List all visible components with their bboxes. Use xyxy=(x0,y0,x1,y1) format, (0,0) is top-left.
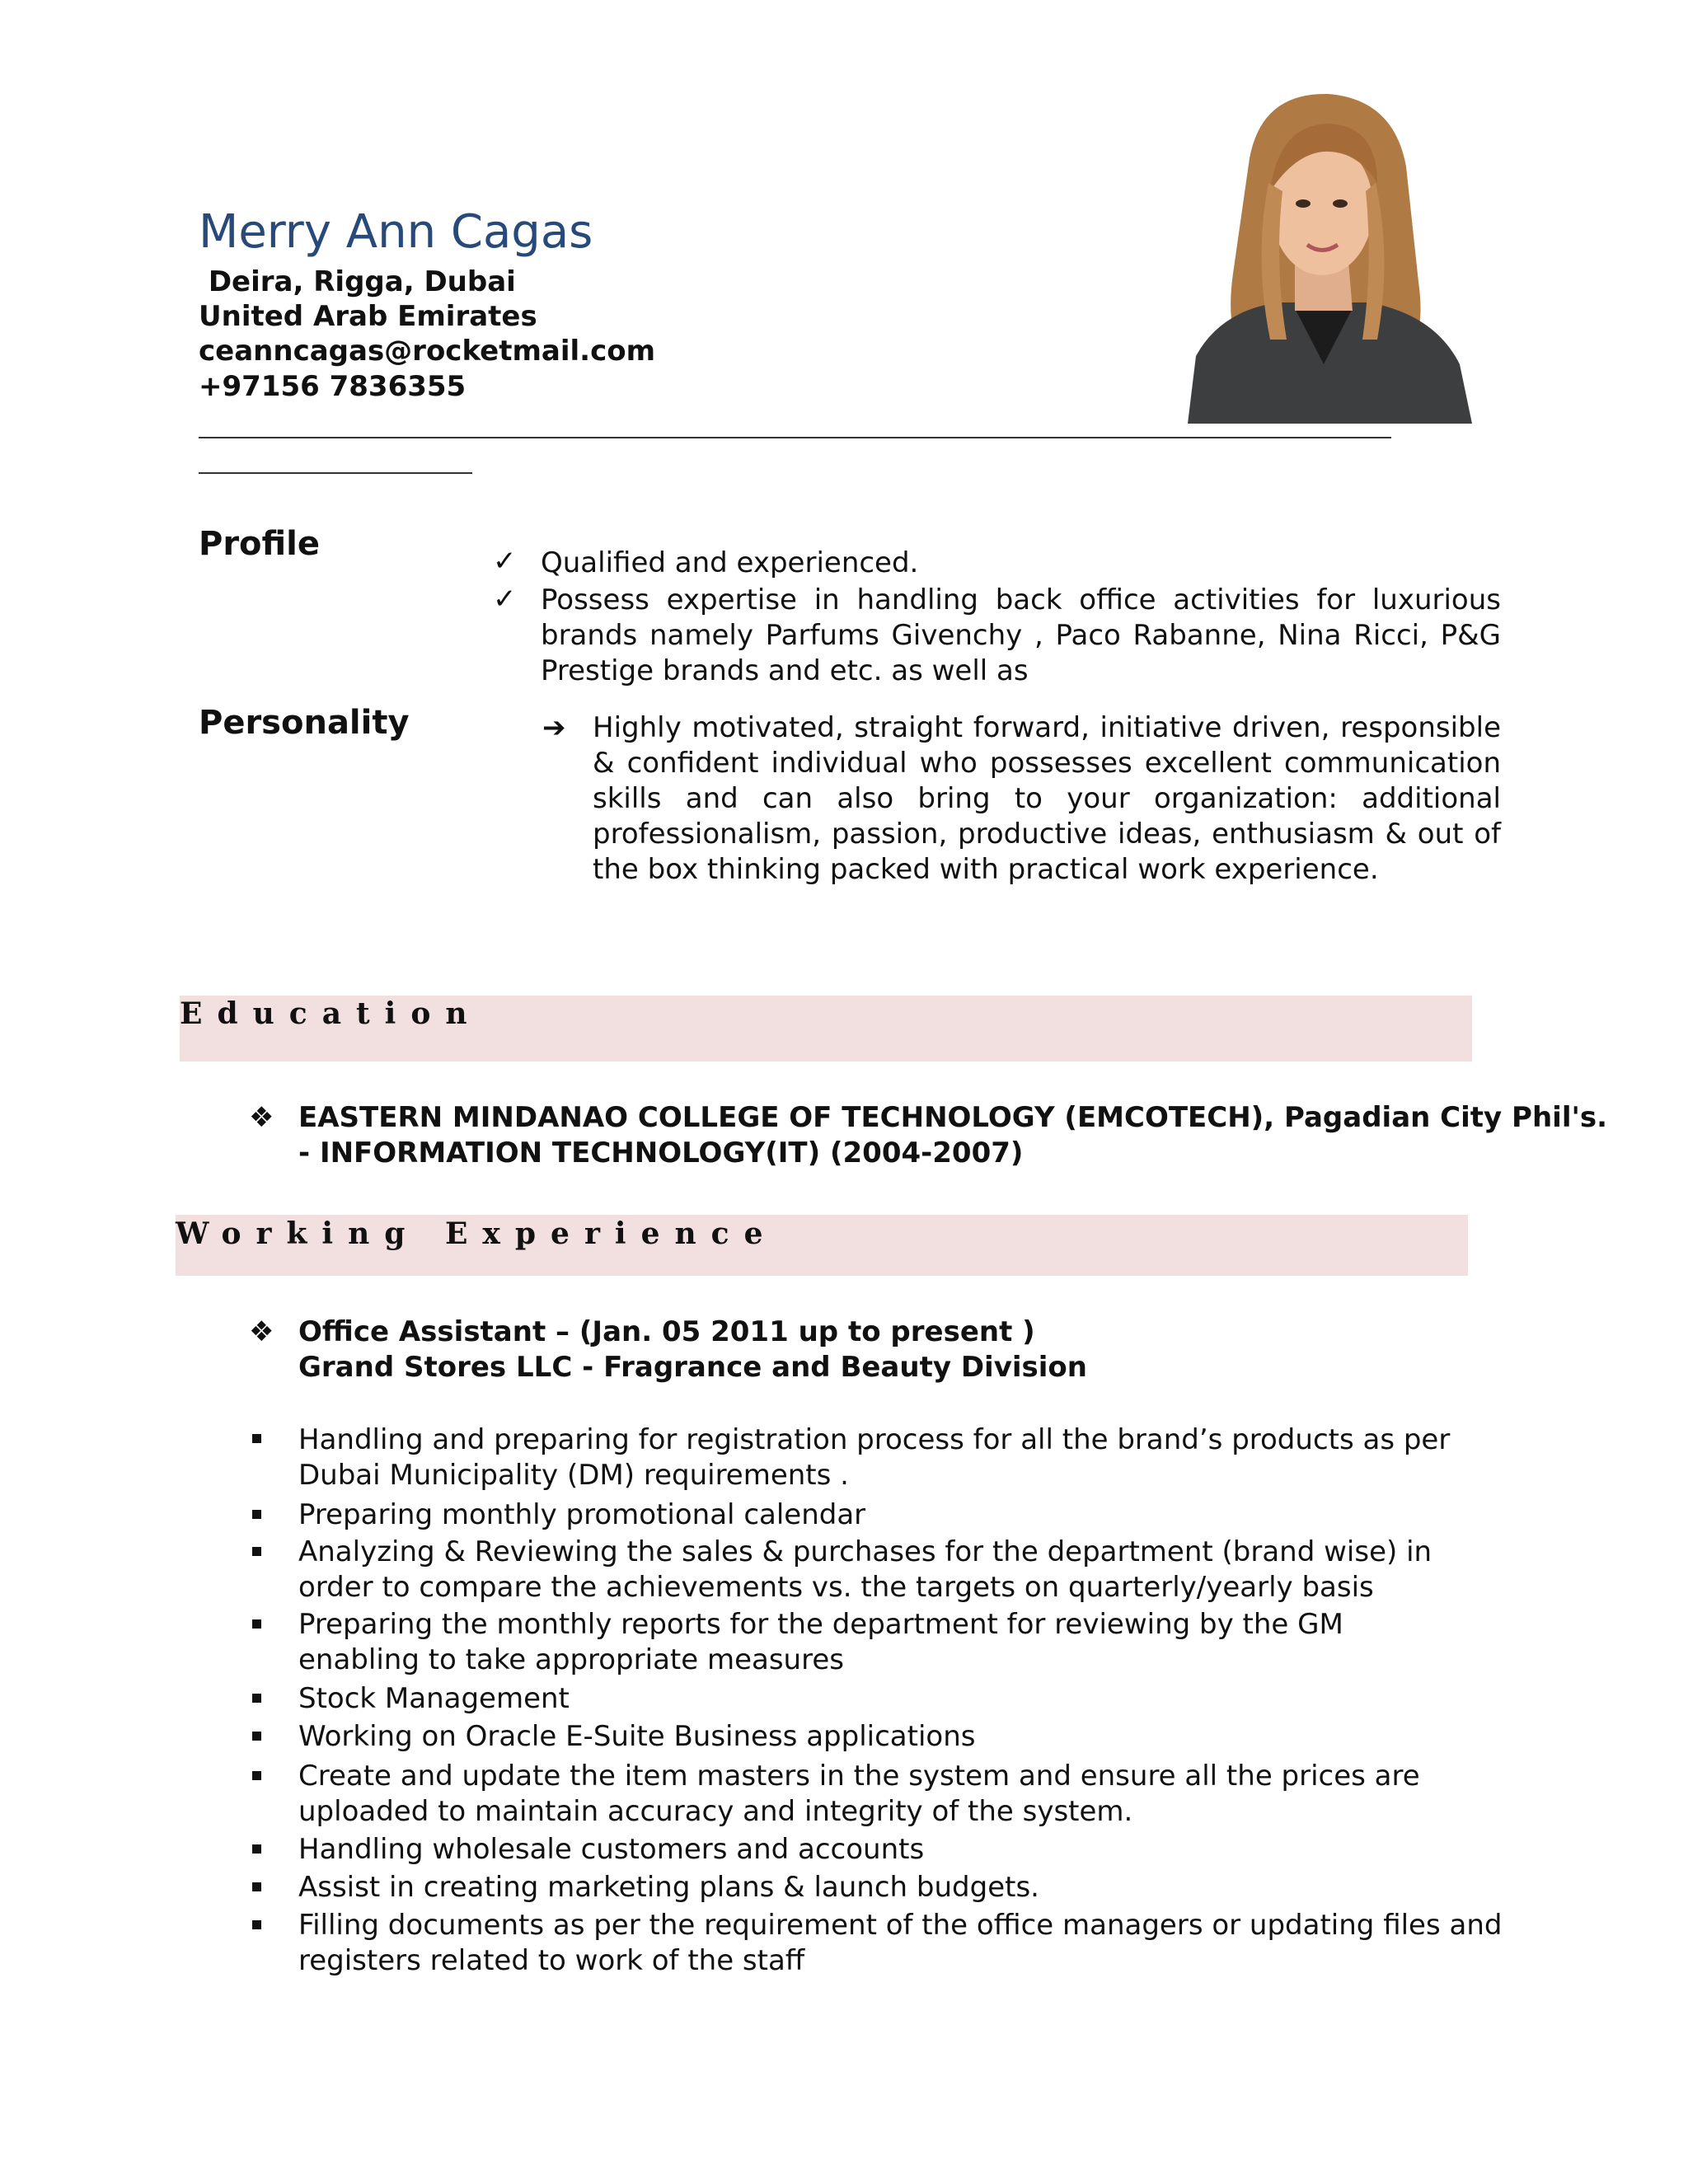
address-line-2: United Arab Emirates xyxy=(199,300,537,333)
diamond-bullet-icon: ❖ xyxy=(249,1315,274,1348)
job-position: Office Assistant – (Jan. 05 2011 up to present ) xyxy=(298,1315,1035,1348)
duty-item: Handling wholesale customers and accounts xyxy=(298,1833,925,1866)
duty-item-cont: uploaded to maintain accuracy and integrity of the system. xyxy=(298,1795,1133,1828)
education-degree: - INFORMATION TECHNOLOGY(IT) (2004-2007) xyxy=(298,1137,1024,1169)
phone-number: +97156 7836355 xyxy=(199,370,467,403)
profile-label: Profile xyxy=(199,525,321,563)
duty-item-cont: registers related to work of the staff xyxy=(298,1944,805,1977)
arrow-right-icon: ➔ xyxy=(542,711,566,744)
education-heading: Education xyxy=(180,996,482,1031)
duty-item: Preparing monthly promotional calendar xyxy=(298,1498,866,1531)
square-bullet-icon xyxy=(252,1882,261,1891)
duty-item: Assist in creating marketing plans & launch budgets. xyxy=(298,1871,1039,1904)
duty-item-cont: order to compare the achievements vs. the targets on quarterly/yearly basis xyxy=(298,1571,1374,1604)
duty-item: Filling documents as per the requirement of the office managers or updating files and xyxy=(298,1909,1503,1942)
square-bullet-icon xyxy=(252,1920,261,1929)
square-bullet-icon xyxy=(252,1694,261,1703)
square-bullet-icon xyxy=(252,1732,261,1741)
square-bullet-icon xyxy=(252,1844,261,1854)
header-divider-short xyxy=(199,472,472,474)
profile-item-2: Possess expertise in handling back office activities for luxurious brands namely Parfums Givenchy , Paco Rabanne, Nina Ricci, P&G Prestige brands and etc. as well as xyxy=(541,583,1501,687)
address-line-1: Deira, Rigga, Dubai xyxy=(199,265,516,298)
duty-item-cont: Dubai Municipality (DM) requirements . xyxy=(298,1459,849,1492)
experience-heading: Working Experience xyxy=(176,1216,778,1251)
duty-item: Stock Management xyxy=(298,1682,570,1715)
duty-item: Working on Oracle E-Suite Business applications xyxy=(298,1720,976,1753)
candidate-name: Merry Ann Cagas xyxy=(199,205,593,259)
duty-item: Handling and preparing for registration process for all the brand’s products as per xyxy=(298,1423,1451,1456)
square-bullet-icon xyxy=(252,1619,261,1629)
checkmark-icon: ✓ xyxy=(493,545,517,578)
duty-item-cont: enabling to take appropriate measures xyxy=(298,1643,844,1676)
header-divider xyxy=(199,437,1391,438)
square-bullet-icon xyxy=(252,1434,261,1443)
personality-text: Highly motivated, straight forward, initiative driven, responsible & confident individual who possesses excellent communication skills and can also bring to your organization: additional professionalism, passion, productive ideas, enthusiasm & out of the box thinking packed with practical work experience. xyxy=(593,711,1501,886)
email-address: ceanncagas@rocketmail.com xyxy=(199,335,656,368)
job-company: Grand Stores LLC - Fragrance and Beauty Division xyxy=(298,1351,1087,1384)
checkmark-icon: ✓ xyxy=(493,583,517,616)
diamond-bullet-icon: ❖ xyxy=(249,1101,274,1134)
duty-item: Preparing the monthly reports for the department for reviewing by the GM xyxy=(298,1608,1343,1641)
profile-photo xyxy=(1171,92,1472,424)
square-bullet-icon xyxy=(252,1547,261,1556)
duty-item: Create and update the item masters in the system and ensure all the prices are xyxy=(298,1760,1420,1793)
personality-label: Personality xyxy=(199,704,410,742)
square-bullet-icon xyxy=(252,1771,261,1780)
square-bullet-icon xyxy=(252,1510,261,1519)
profile-item-1: Qualified and experienced. xyxy=(541,546,919,579)
duty-item: Analyzing & Reviewing the sales & purchases for the department (brand wise) in xyxy=(298,1535,1432,1568)
education-school: EASTERN MINDANAO COLLEGE OF TECHNOLOGY (EMCOTECH), Pagadian City Phil's. xyxy=(298,1101,1608,1134)
